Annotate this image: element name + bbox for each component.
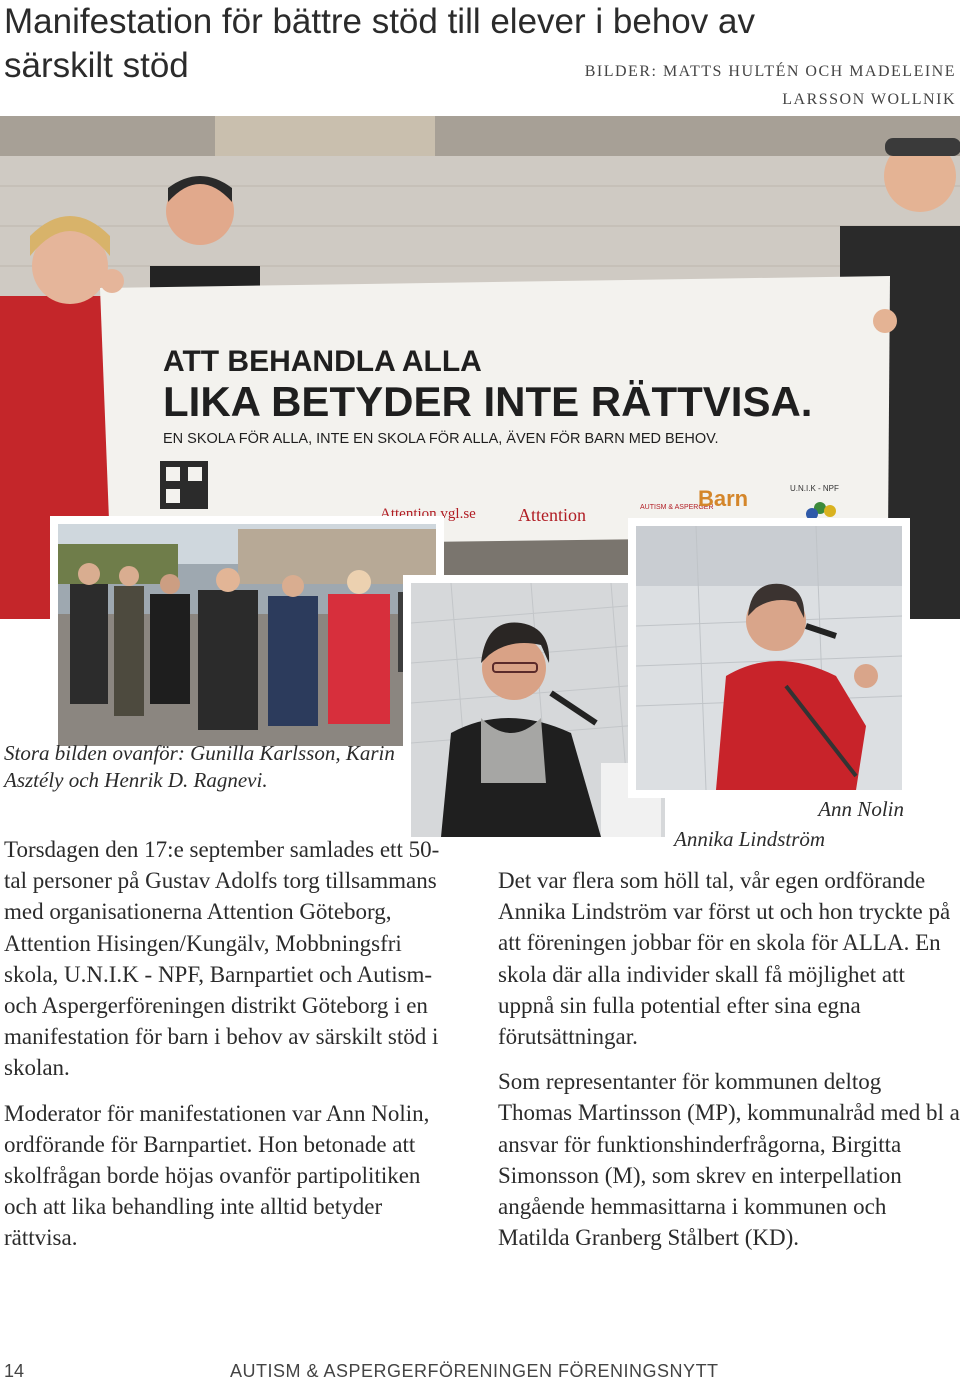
banner-line-3: EN SKOLA FÖR ALLA, INTE EN SKOLA FÖR ALLA, ÄVEN FÖR BARN MED BEHOV. [163,431,719,447]
body-paragraph: Det var flera som höll tal, vår egen ordförande Annika Lindström var först ut och hon tryckte på att föreningen jobbar för en skola för ALLA. En skola där alla individer skall få möjlighet att uppnå sin fulla potential efter sina egna förutsättningar. [498,868,951,1050]
publication-name: AUTISM & ASPERGERFÖRENINGEN FÖRENINGSNYTT [230,1361,719,1381]
banner-logo-unik: U.N.I.K - NPF [790,484,839,493]
banner-logo-attention: Attention [518,505,586,525]
body-column-right [498,865,960,1253]
page-number: 14 [4,1361,25,1381]
annika-lindstrom-caption: Annika Lindström [674,827,826,851]
body-paragraph: Som representanter för kommunen deltog Thomas Martinsson (MP), kommunalråd med bl a ansvar för funktionshinderfrågorna, Birgitta Simonsson (M), som skrev en interpellation angående hemmasittarna i kommunen och Matilda Granberg Stålbert (KD). [498,1069,960,1251]
banner-line-1: ATT BEHANDLA ALLA [163,345,482,378]
crowd-photo [50,516,444,754]
article-headline: Manifestation för bättre stöd till elever i behov av särskilt stöd [4,2,755,85]
banner-logo-attention-vgl: Attention.vgl.se [380,506,476,522]
ann-nolin-caption: Ann Nolin [818,797,904,821]
body-paragraph: Moderator för manifestationen var Ann Nolin, ordförande för Barnpartiet. Hon betonade att skolfrågan borde höjas ovanför partipolitiken och att lika behandling inte alltid betyder rättvisa. [4,1100,430,1251]
banner-line-2: LIKA BETYDER INTE RÄTTVISA. [163,378,813,425]
body-paragraph: Torsdagen den 17:e september samlades ett 50-tal personer på Gustav Adolfs torg tillsammans med organisationerna Attention Göteborg, Attention Hisingen/Kungälv, Mobbningsfri skola, U.N.I.K - NPF, Barnpartiet och Autism- och Aspergerföreningen distrikt Göteborg i en manifestation för barn i behov av särskilt stöd i skolan. [4,837,440,1081]
body-column-left [4,834,454,1254]
photo-credit: BILDER: MATTS HULTÉN OCH MADELEINE LARSSON WOLLNIK [584,63,956,108]
ann-nolin-photo [628,518,910,798]
banner-logo-barnpartiet: Barn [698,486,749,511]
main-photo-caption: Stora bilden ovanför: Gunilla Karlsson, Karin Asztély och Henrik D. Ragnevi. [4,741,395,792]
banner-logo-autism-asperger: AUTISM & ASPERGER [640,504,714,511]
